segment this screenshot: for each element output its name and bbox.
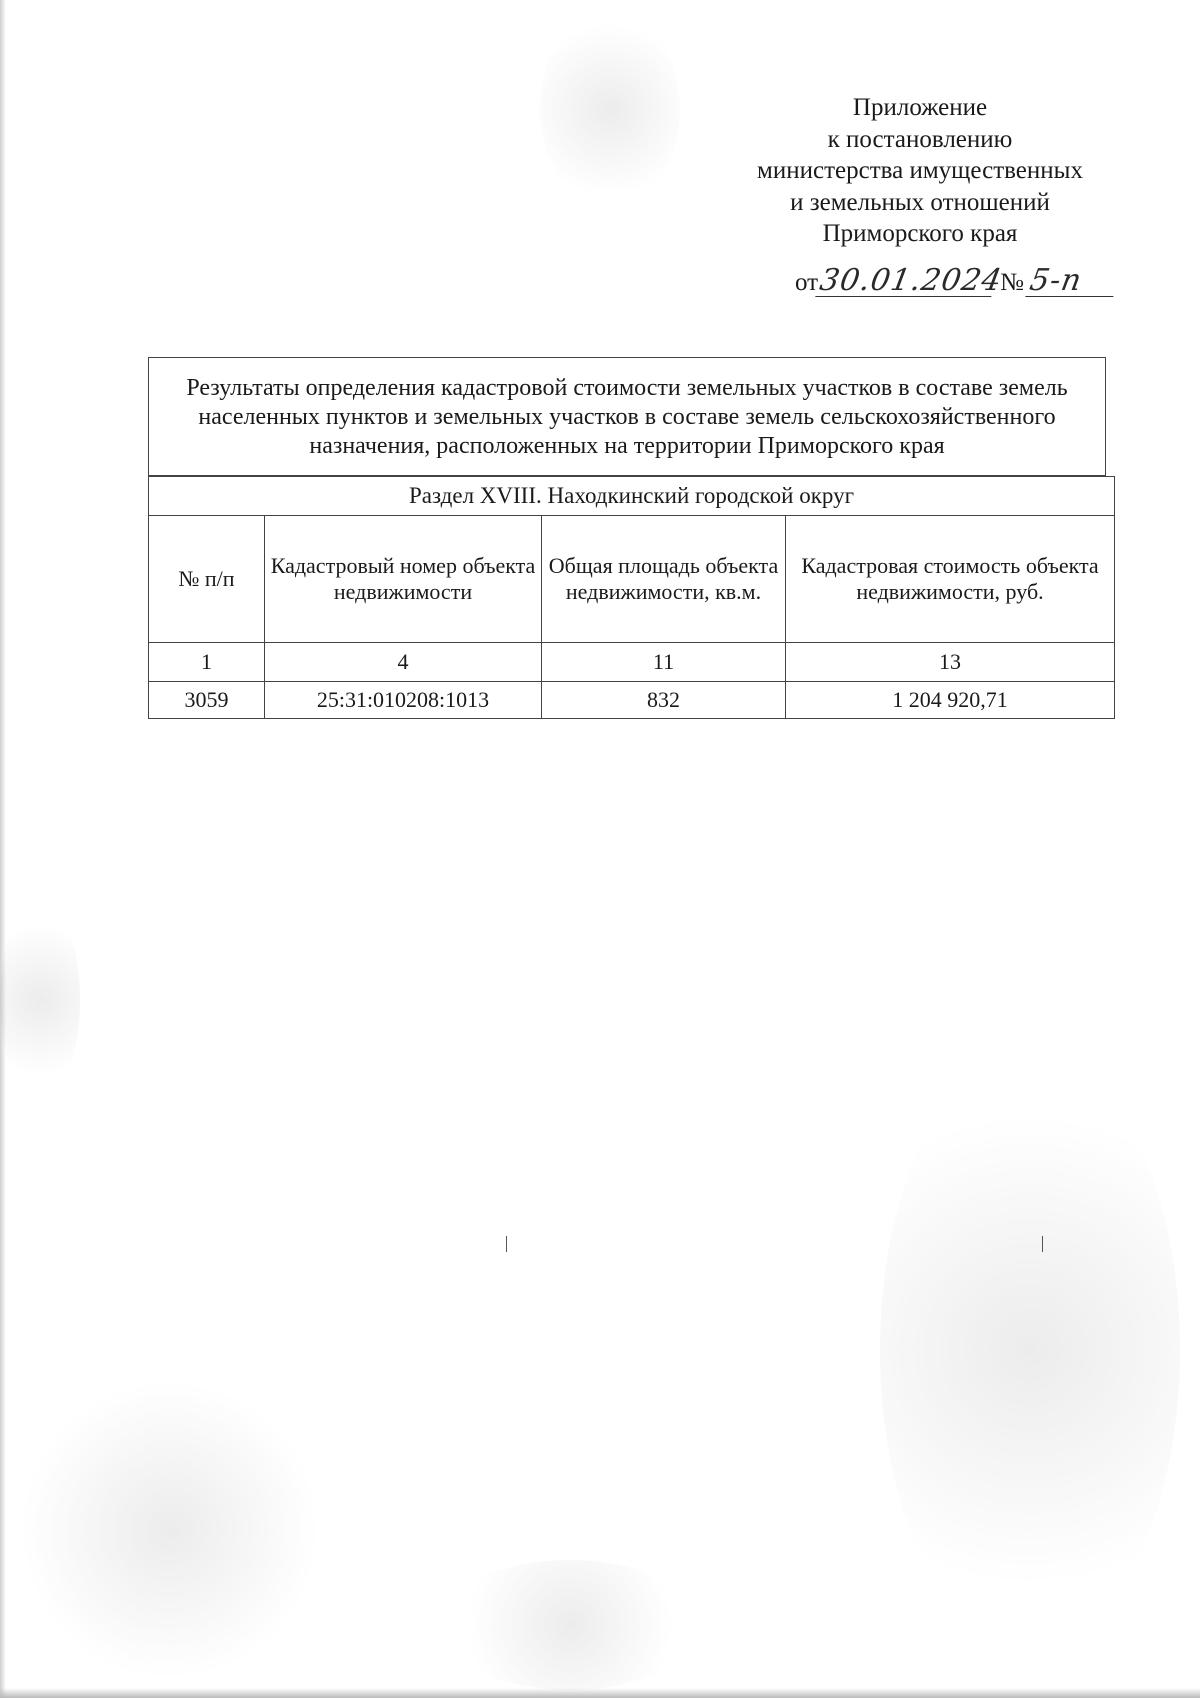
caption-line: назначения, расположенных на территории Приморского края [309, 433, 945, 459]
area-value: 832 [542, 682, 786, 719]
handwritten-date: 30.01.2024 [817, 263, 1006, 298]
scan-mark [506, 1236, 507, 1252]
scan-speckle [540, 10, 680, 210]
column-index-row [149, 643, 1115, 682]
header-line: Приложение [852, 94, 988, 121]
header-line: и земельных отношений [790, 188, 1050, 216]
caption-line: населенных пунктов и земельных участков в составе земель сельскохозяйственного [198, 404, 1056, 430]
header-line: министерства имущественных [757, 157, 1083, 184]
scan-speckle [880, 1050, 1180, 1650]
cadastral-table [148, 476, 1115, 719]
column-index: 4 [265, 643, 542, 682]
row-number: 3059 [149, 682, 265, 719]
column-header: № п/п [149, 516, 265, 643]
cadastral-number: 25:31:010208:1013 [265, 682, 542, 719]
scan-speckle [20, 1380, 320, 1680]
scan-mark [1042, 1236, 1043, 1252]
header-line: Приморского края [822, 220, 1018, 247]
caption-line: Результаты определения кадастровой стоимости земельных участков в составе земель [186, 375, 1068, 401]
cadastral-value: 1 204 920,71 [786, 682, 1115, 719]
header-line: к постановлению [827, 125, 1013, 153]
date-number-line [795, 263, 1116, 298]
date-prefix: от [795, 269, 819, 296]
header-row [149, 516, 1115, 643]
approval-header [700, 92, 1140, 250]
column-index: 11 [542, 643, 786, 682]
table-row [149, 682, 1115, 719]
column-index: 13 [786, 643, 1115, 682]
column-header: Кадастровый номер объекта недвижимости [265, 516, 542, 643]
column-index: 1 [149, 643, 265, 682]
scan-speckle [440, 1560, 700, 1690]
section-row [149, 477, 1115, 516]
scan-speckle [0, 900, 80, 1100]
handwritten-number: 5-п [1025, 266, 1118, 297]
scan-edge-bottom [0, 1688, 1200, 1698]
column-header: Общая площадь объекта недвижимости, кв.м. [542, 516, 786, 643]
column-header: Кадастровая стоимость объекта недвижимости, руб. [786, 516, 1115, 643]
number-prefix: № [1000, 269, 1024, 296]
document-caption [148, 357, 1106, 476]
scan-edge-left [0, 0, 6, 1698]
section-title: Раздел XVIII. Находкинский городской округ [149, 477, 1115, 516]
